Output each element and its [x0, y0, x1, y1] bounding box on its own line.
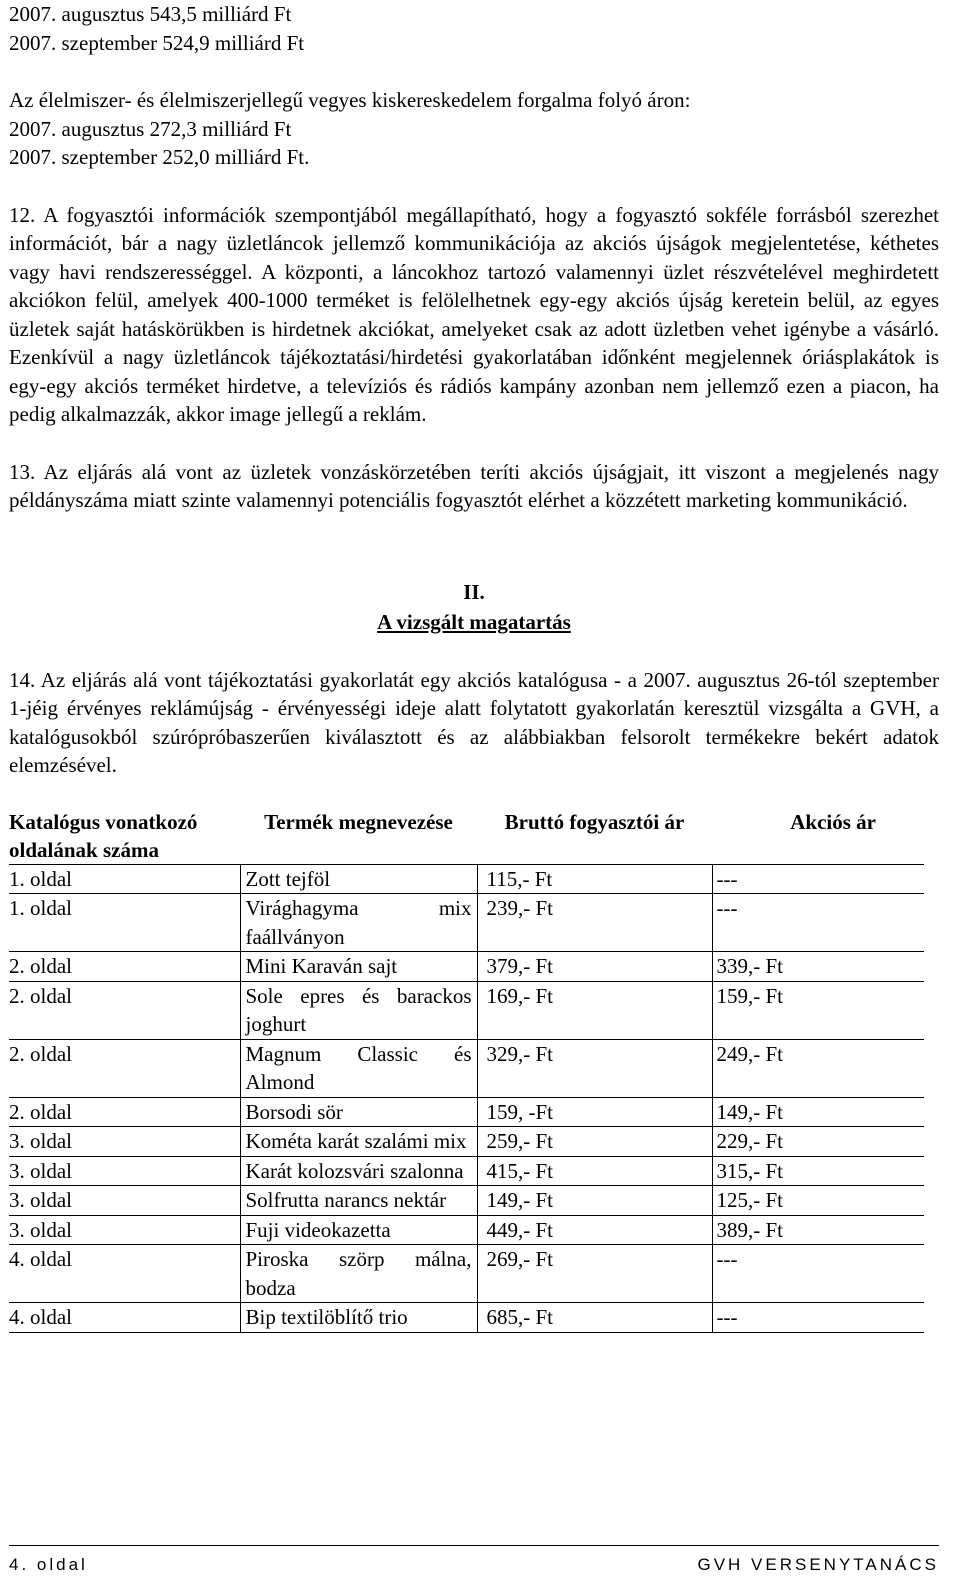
table-row	[9, 1215, 924, 1245]
cell-product-name: Kométa karát szalámi mix	[240, 1127, 477, 1157]
text-line: 2007. szeptember 524,9 milliárd Ft	[9, 30, 305, 55]
footer-page-number: 4. oldal	[9, 1555, 88, 1574]
paragraph-12: 12. A fogyasztói információk szempontjából megállapítható, hogy a fogyasztó sokféle forrásból szerezhet információt, bár a nagy üzletláncok jellemző kommunikációja az akciós újságok megjelentetése, kéthetes vagy havi rendszerességgel. A központi, a láncokhoz tartozó valamennyi üzlet részvételével meghirdetett akciókon felül, amelyek 400-1000 terméket is felölelhetnek egy-egy akciós újság keretein belül, az egyes üzletek saját hatáskörükben is hirdetnek akciókat, amelyeket csak az adott üzletben vehet igénybe a vásárló. Ezenkívül a nagy üzletláncok tájékoztatási/hirdetési gyakorlatában időnként megjelennek óriásplakátok is egy-egy akciós terméket hirdetve, a televíziós és rádiós kampány azonban nem jellemző ezen a piacon, ha pedig alkalmazzák, akkor image jellegű a reklám.	[9, 202, 939, 426]
cell-page-number: 3. oldal	[9, 1186, 240, 1216]
cell-product-name: Mini Karaván sajt	[240, 952, 477, 982]
table-row	[9, 981, 924, 1039]
paragraph-13: 13. Az eljárás alá vont az üzletek vonzáskörzetében teríti akciós újságjait, itt viszont a megjelenés nagy példányszáma miatt szinte valamennyi potenciális fogyasztót elérhet a közzétett marketing kommunikáció.	[9, 459, 939, 512]
cell-page-number: 2. oldal	[9, 1039, 240, 1097]
cell-gross-price: 449,- Ft	[477, 1215, 712, 1245]
table-row	[9, 1039, 924, 1097]
cell-gross-price: 329,- Ft	[477, 1039, 712, 1097]
text-line: Az élelmiszer- és élelmiszerjellegű vegyes kiskereskedelem forgalma folyó áron:	[9, 88, 691, 112]
text-line: 2007. augusztus 272,3 milliárd Ft	[9, 116, 292, 141]
text-line: 2007. szeptember 252,0 milliárd Ft.	[9, 145, 310, 169]
footer-organization: GVH VERSENYTANÁCS	[697, 1555, 939, 1574]
cell-sale-price: 229,- Ft	[712, 1127, 924, 1157]
section-number: II.	[463, 579, 485, 604]
section-heading	[9, 577, 939, 637]
cell-sale-price: 315,- Ft	[712, 1156, 924, 1186]
cell-sale-price: ---	[712, 1303, 924, 1333]
cell-gross-price: 115,- Ft	[477, 864, 712, 894]
cell-sale-price: ---	[712, 864, 924, 894]
cell-page-number: 2. oldal	[9, 1097, 240, 1127]
cell-product-name: Fuji videokazetta	[240, 1215, 477, 1245]
table-row	[9, 1186, 924, 1216]
cell-product-name: Virághagyma mix faállványon	[240, 894, 477, 952]
cell-page-number: 3. oldal	[9, 1156, 240, 1186]
cell-sale-price: 249,- Ft	[712, 1039, 924, 1097]
cell-page-number: 4. oldal	[9, 1245, 240, 1303]
cell-gross-price: 239,- Ft	[477, 894, 712, 952]
table-row	[9, 894, 924, 952]
cell-gross-price: 415,- Ft	[477, 1156, 712, 1186]
section-title: A vizsgált magatartás	[377, 609, 571, 634]
table-header-row	[9, 808, 924, 865]
table-row	[9, 1303, 924, 1333]
cell-product-name: Sole epres és barackos joghurt	[240, 981, 477, 1039]
cell-sale-price: 389,- Ft	[712, 1215, 924, 1245]
cell-product-name: Karát kolozsvári szalonna	[240, 1156, 477, 1186]
cell-sale-price: ---	[712, 894, 924, 952]
table-row	[9, 952, 924, 982]
cell-page-number: 2. oldal	[9, 981, 240, 1039]
cell-gross-price: 159, -Ft	[477, 1097, 712, 1127]
table-row	[9, 1127, 924, 1157]
cell-gross-price: 685,- Ft	[477, 1303, 712, 1333]
header-sale-price: Akciós ár	[790, 809, 876, 834]
header-gross-price: Bruttó fogyasztói ár	[504, 809, 685, 834]
cell-page-number: 4. oldal	[9, 1303, 240, 1333]
cell-gross-price: 269,- Ft	[477, 1245, 712, 1303]
cell-page-number: 2. oldal	[9, 952, 240, 982]
cell-gross-price: 149,- Ft	[477, 1186, 712, 1216]
text-line: 2007. augusztus 543,5 milliárd Ft	[9, 2, 292, 26]
cell-product-name: Borsodi sör	[240, 1097, 477, 1127]
cell-page-number: 1. oldal	[9, 894, 240, 952]
cell-gross-price: 169,- Ft	[477, 981, 712, 1039]
cell-product-name: Magnum Classic és Almond	[240, 1039, 477, 1097]
table-row	[9, 864, 924, 894]
cell-page-number: 3. oldal	[9, 1215, 240, 1245]
cell-product-name: Piroska szörp málna, bodza	[240, 1245, 477, 1303]
cell-sale-price: 159,- Ft	[712, 981, 924, 1039]
footer-divider	[9, 1545, 939, 1546]
document-page	[9, 0, 939, 1333]
cell-sale-price: ---	[712, 1245, 924, 1303]
cell-gross-price: 259,- Ft	[477, 1127, 712, 1157]
cell-sale-price: 125,- Ft	[712, 1186, 924, 1216]
table-row	[9, 1097, 924, 1127]
cell-gross-price: 379,- Ft	[477, 952, 712, 982]
table-row	[9, 1245, 924, 1303]
table-row	[9, 1156, 924, 1186]
cell-product-name: Zott tejföl	[240, 864, 477, 894]
cell-sale-price: 149,- Ft	[712, 1097, 924, 1127]
header-product-name: Termék megnevezése	[264, 809, 453, 834]
cell-product-name: Bip textilöblítő trio	[240, 1303, 477, 1333]
cell-sale-price: 339,- Ft	[712, 952, 924, 982]
cell-page-number: 3. oldal	[9, 1127, 240, 1157]
cell-product-name: Solfrutta narancs nektár	[240, 1186, 477, 1216]
header-page-number: Katalógus vonatkozó oldalának száma	[9, 809, 198, 862]
paragraph-14: 14. Az eljárás alá vont tájékoztatási gyakorlatát egy akciós katalógusa - a 2007. augusztus 26-tól szeptember 1-jéig érvényes reklámújság - érvényességi ideje alatt folytatott gyakorlatán keresztül vizsgálta a GVH, a katalógusokból szúrópróbaszerűen kiválasztott és az alábbiakban felsorolt termékekre bekért adatok elemzésével.	[9, 667, 939, 777]
price-table	[9, 808, 924, 1333]
cell-page-number: 1. oldal	[9, 864, 240, 894]
